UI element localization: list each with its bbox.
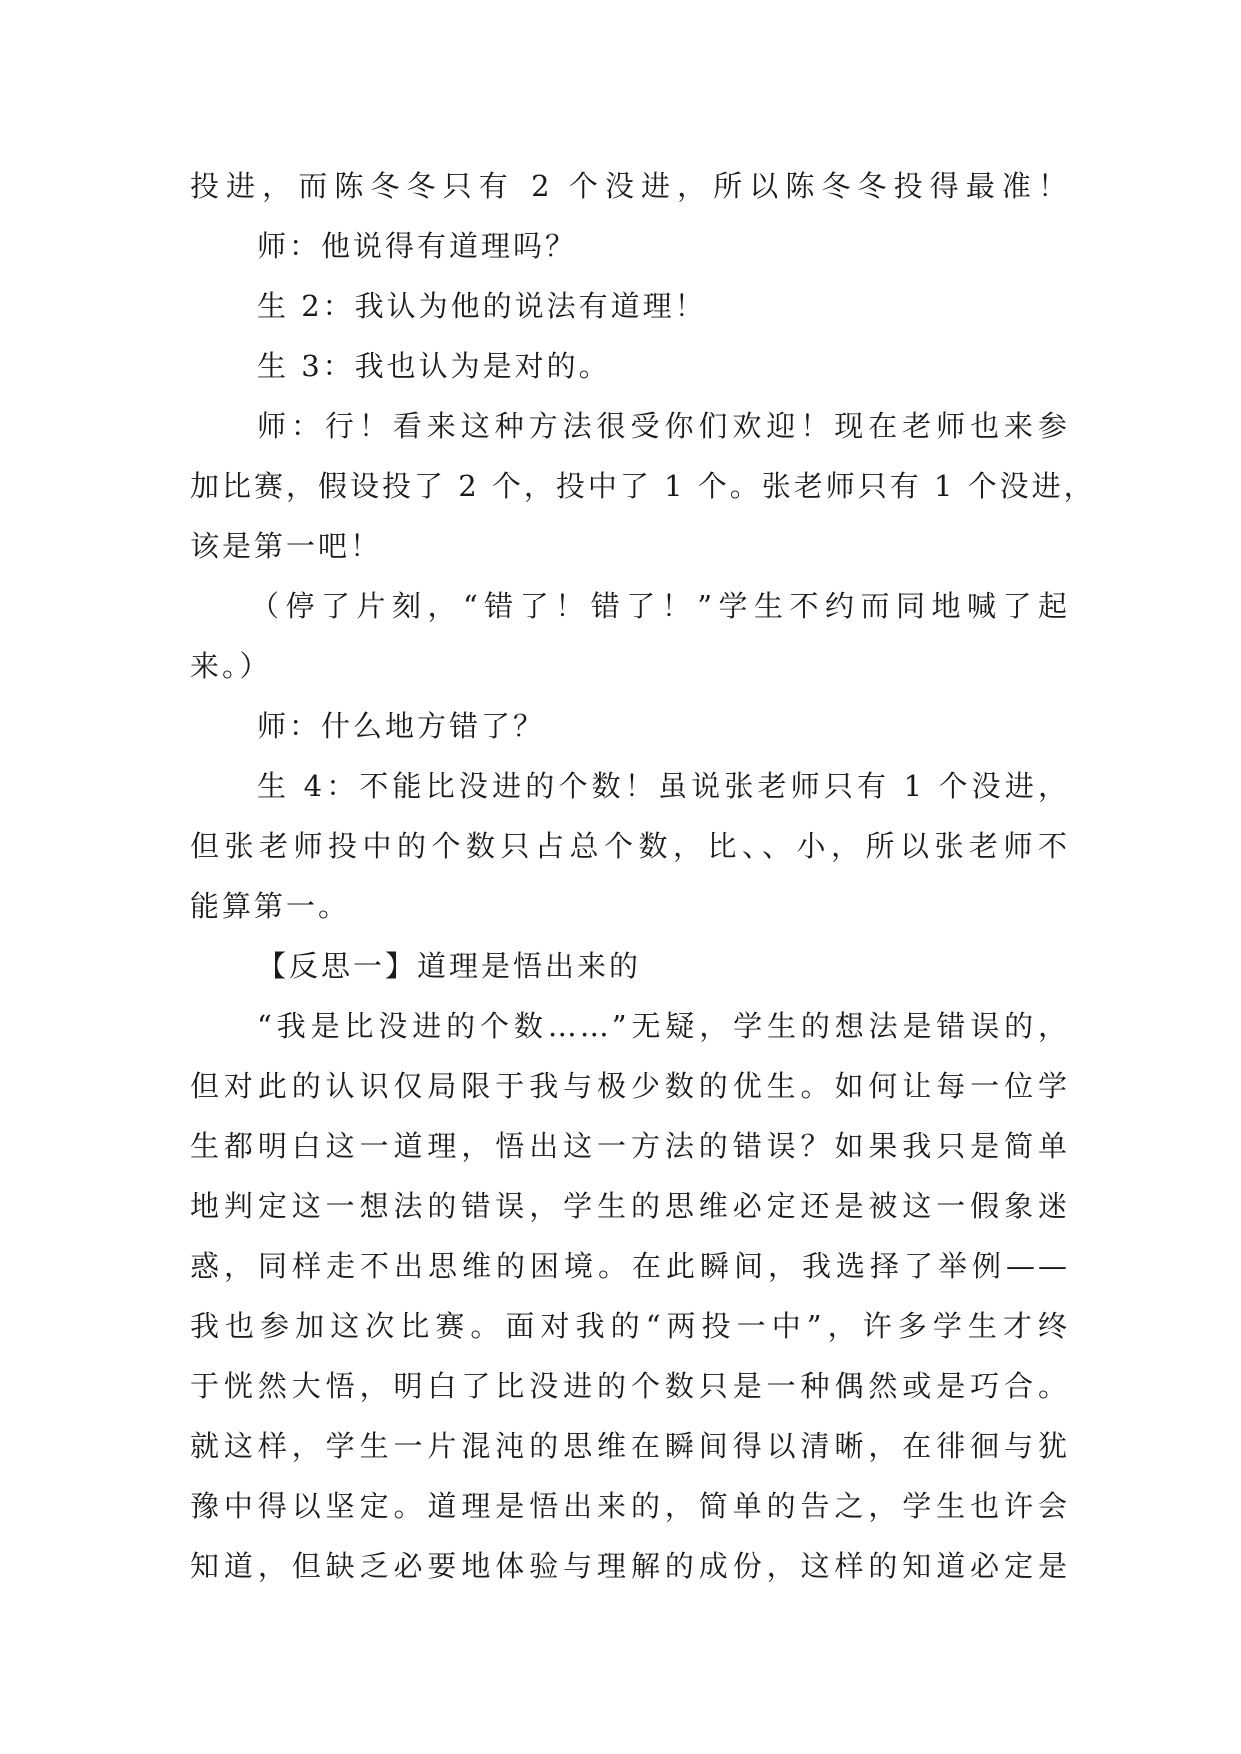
text-line: “我是比没进的个数……”无疑，学生的想法是错误的， bbox=[257, 1009, 1070, 1043]
text-line: 师：行！看来这种方法很受你们欢迎！现在老师也来参 bbox=[257, 409, 1070, 443]
text-line: 豫中得以坚定。道理是悟出来的，简单的告之，学生也许会 bbox=[190, 1489, 1070, 1523]
text-line: 该是第一吧！ bbox=[190, 529, 383, 563]
text-line: 生都明白这一道理，悟出这一方法的错误？如果我只是简单 bbox=[190, 1129, 1070, 1163]
text-line: 来。） bbox=[190, 649, 272, 683]
body-text bbox=[190, 156, 1096, 1596]
text-line: 能算第一。 bbox=[190, 889, 351, 923]
section-heading: 【反思一】道理是悟出来的 bbox=[257, 949, 642, 983]
text-line: 知道，但缺乏必要地体验与理解的成份，这样的知道必定是 bbox=[190, 1549, 1070, 1583]
text-line: 师：什么地方错了？ bbox=[257, 709, 546, 743]
text-line: 地判定这一想法的错误，学生的思维必定还是被这一假象迷 bbox=[190, 1189, 1070, 1223]
text-line: （停了片刻，“错了！错了！”学生不约而同地喊了起 bbox=[250, 589, 1070, 623]
text-line: 惑，同样走不出思维的困境。在此瞬间，我选择了举例—— bbox=[190, 1249, 1070, 1283]
text-line: 但张老师投中的个数只占总个数，比、、小，所以张老师不 bbox=[190, 829, 1070, 863]
text-line: 但对此的认识仅局限于我与极少数的优生。如何让每一位学 bbox=[190, 1069, 1070, 1103]
text-line: 生 3：我也认为是对的。 bbox=[257, 349, 611, 383]
text-line: 师：他说得有道理吗？ bbox=[257, 229, 578, 263]
text-line: 生 2：我认为他的说法有道理！ bbox=[257, 289, 707, 323]
text-line: 我也参加这次比赛。面对我的“两投一中”，许多学生才终 bbox=[190, 1309, 1070, 1343]
text-line: 加比赛，假设投了 2 个，投中了 1 个。张老师只有 1 个没进， bbox=[190, 469, 1096, 503]
text-line: 生 4：不能比没进的个数！虽说张老师只有 1 个没进， bbox=[257, 769, 1070, 803]
text-line: 于恍然大悟，明白了比没进的个数只是一种偶然或是巧合。 bbox=[190, 1369, 1070, 1403]
text-line: 投进，而陈冬冬只有 2 个没进，所以陈冬冬投得最准！ bbox=[190, 169, 1070, 203]
text-line: 就这样，学生一片混沌的思维在瞬间得以清晰，在徘徊与犹 bbox=[190, 1429, 1070, 1463]
